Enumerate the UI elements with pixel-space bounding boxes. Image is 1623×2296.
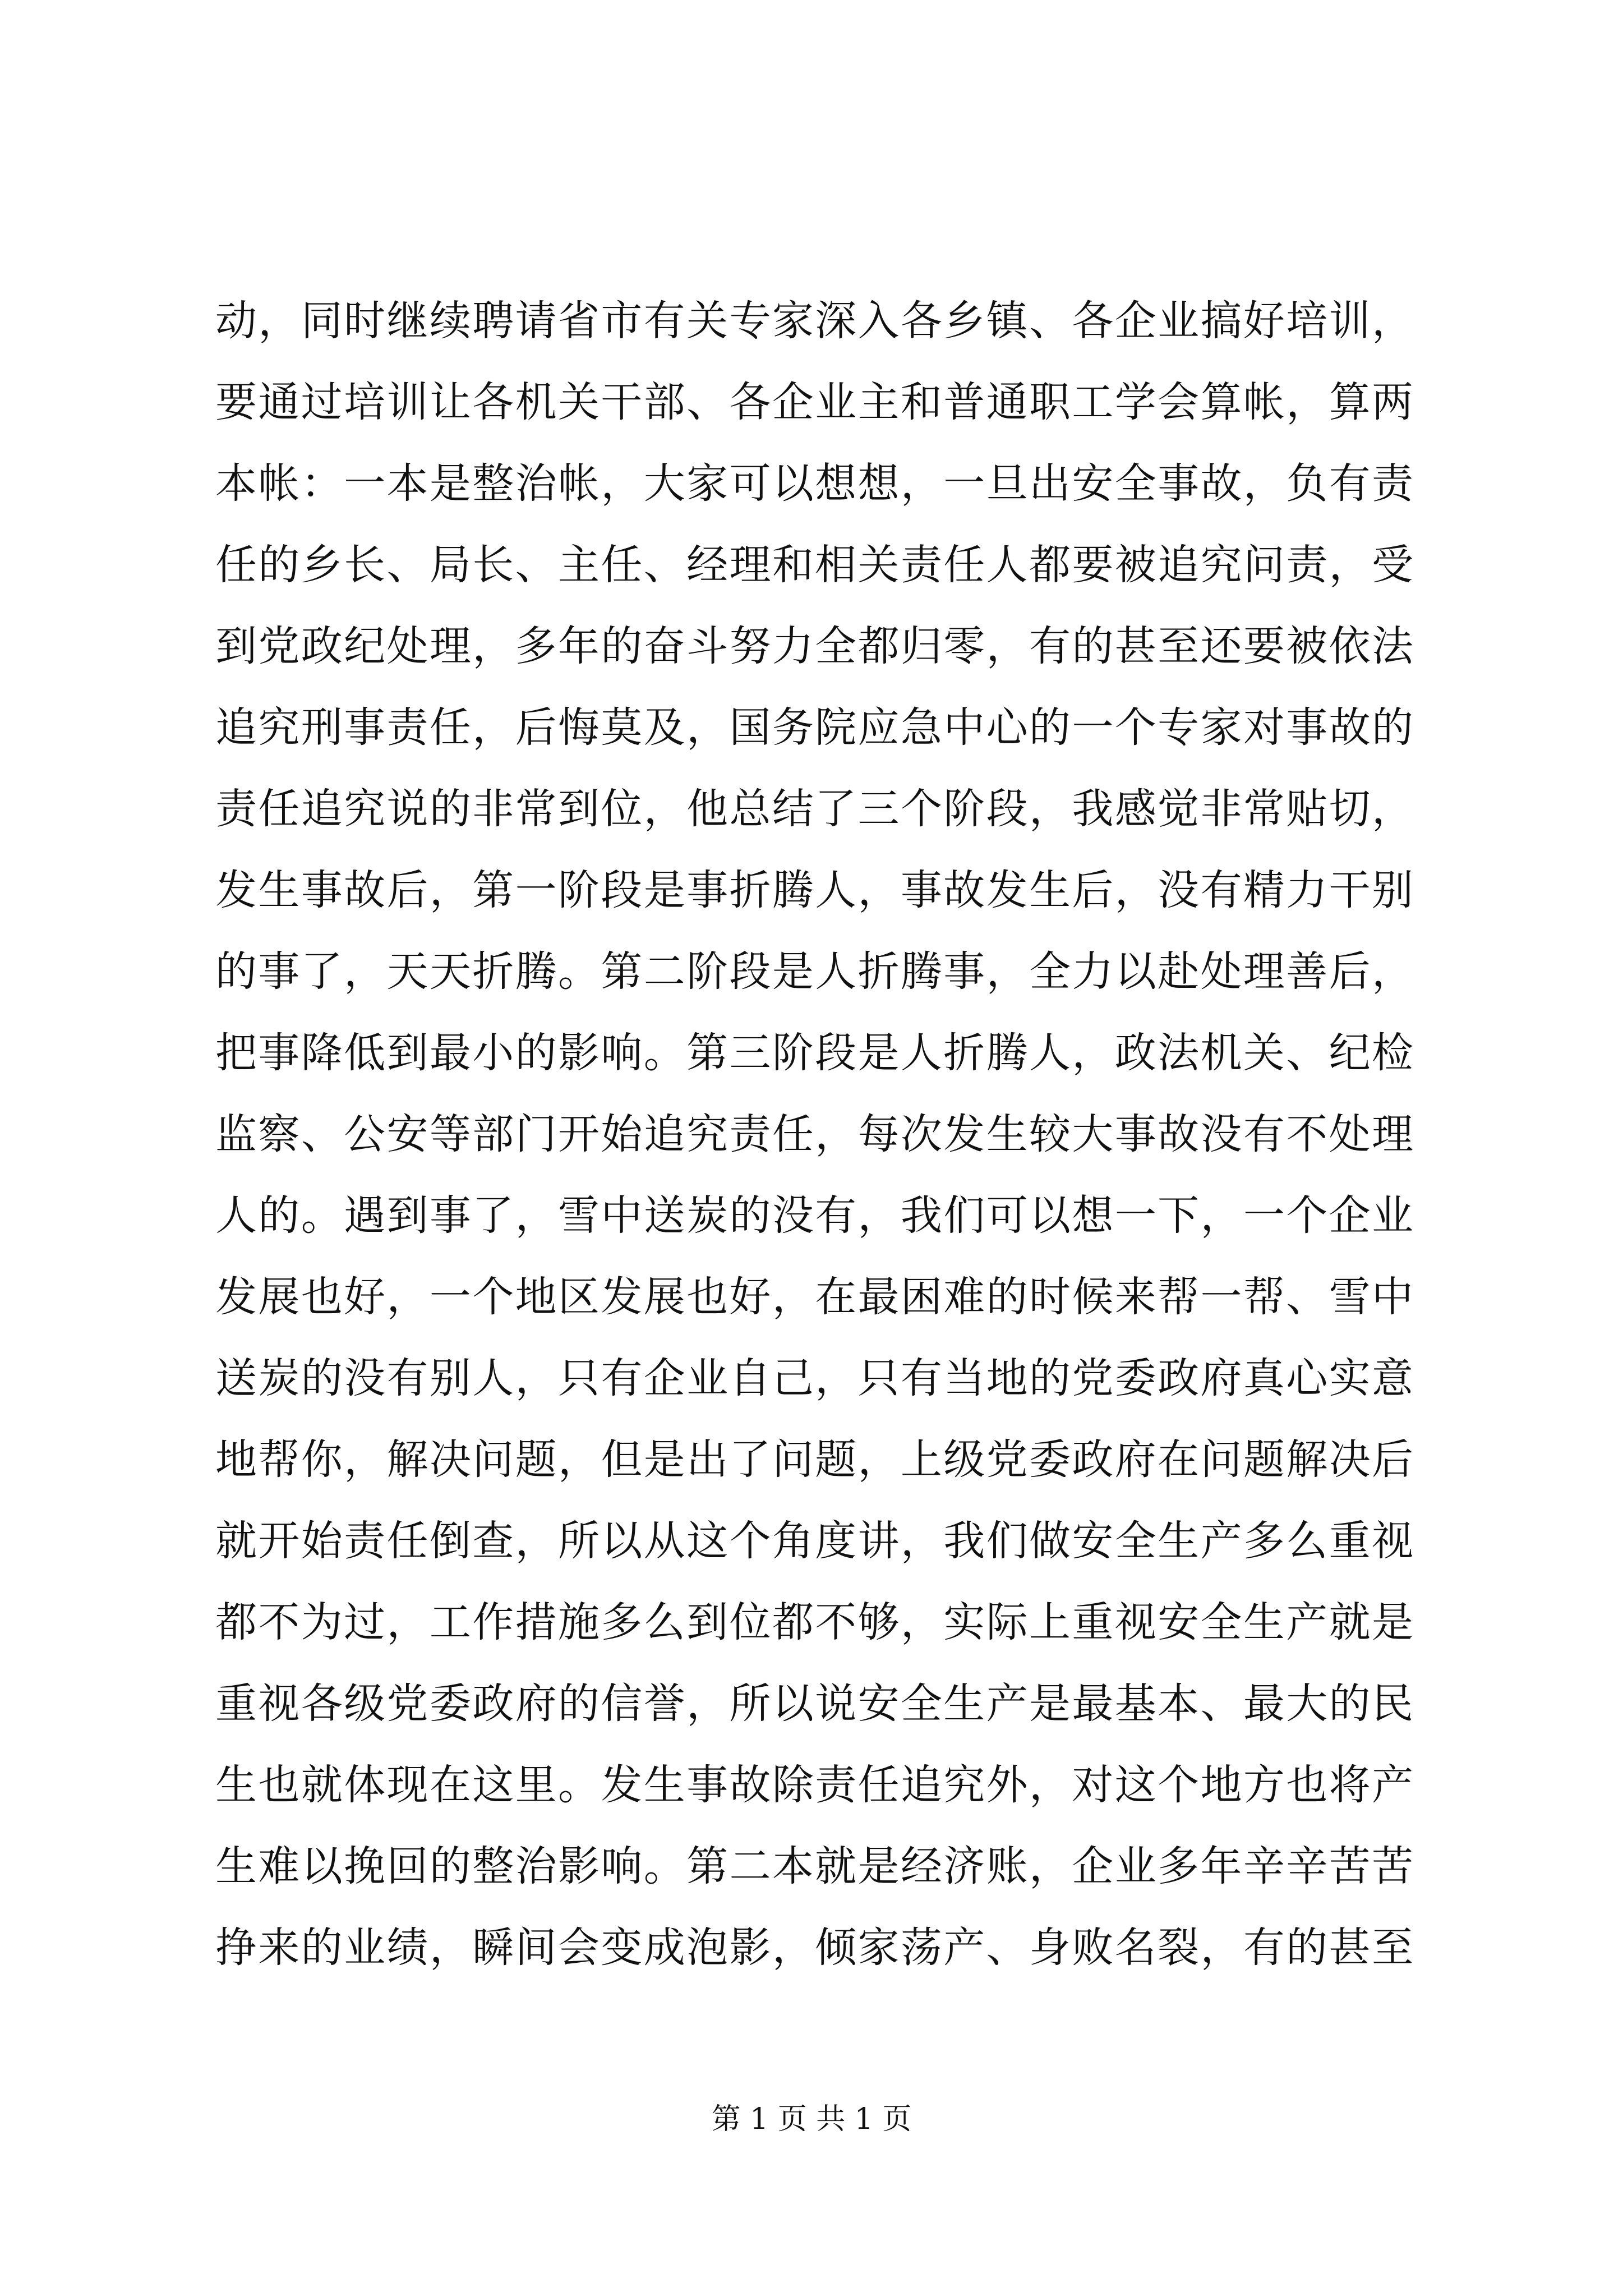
text-line: 要通过培训让各机关干部、各企业主和普通职工学会算帐，算两 [215,378,1413,426]
text-line: 送炭的没有别人，只有企业自己，只有当地的党委政府真心实意 [215,1354,1413,1402]
text-line: 生难以挽回的整治影响。第二本就是经济账，企业多年辛辛苦苦 [215,1842,1413,1890]
text-line: 到党政纪处理，多年的奋斗努力全都归零，有的甚至还要被依法 [215,622,1413,670]
text-line: 的事了，天天折腾。第二阶段是人折腾事，全力以赴处理善后， [215,947,1413,996]
text-line: 都不为过，工作措施多么到位都不够，实际上重视安全生产就是 [215,1598,1413,1646]
text-line: 生也就体现在这里。发生事故除责任追究外，对这个地方也将产 [215,1761,1413,1809]
text-line: 地帮你，解决问题，但是出了问题，上级党委政府在问题解决后 [215,1435,1413,1484]
text-line: 挣来的业绩，瞬间会变成泡影，倾家荡产、身败名裂，有的甚至 [215,1924,1413,1972]
text-line: 任的乡长、局长、主任、经理和相关责任人都要被追究问责，受 [215,541,1413,589]
text-line: 把事降低到最小的影响。第三阶段是人折腾人，政法机关、纪检 [215,1029,1413,1077]
text-line: 本帐：一本是整治帐，大家可以想想，一旦出安全事故，负有责 [215,459,1413,508]
text-line: 追究刑事责任，后悔莫及，国务院应急中心的一个专家对事故的 [215,703,1413,752]
page-footer: 第 1 页 共 1 页 [711,2102,912,2136]
text-line: 发展也好，一个地区发展也好，在最困难的时候来帮一帮、雪中 [215,1273,1413,1321]
body-text [215,280,1413,1989]
text-line: 就开始责任倒查，所以从这个角度讲，我们做安全生产多么重视 [215,1517,1413,1565]
text-line: 责任追究说的非常到位，他总结了三个阶段，我感觉非常贴切， [215,785,1413,833]
text-line: 动，同时继续聘请省市有关专家深入各乡镇、各企业搞好培训， [215,297,1413,345]
text-line: 人的。遇到事了，雪中送炭的没有，我们可以想一下，一个企业 [215,1191,1413,1240]
text-line: 重视各级党委政府的信誉，所以说安全生产是最基本、最大的民 [215,1680,1413,1728]
text-line: 监察、公安等部门开始追究责任，每次发生较大事故没有不处理 [215,1110,1413,1158]
text-line: 发生事故后，第一阶段是事折腾人，事故发生后，没有精力干别 [215,866,1413,914]
